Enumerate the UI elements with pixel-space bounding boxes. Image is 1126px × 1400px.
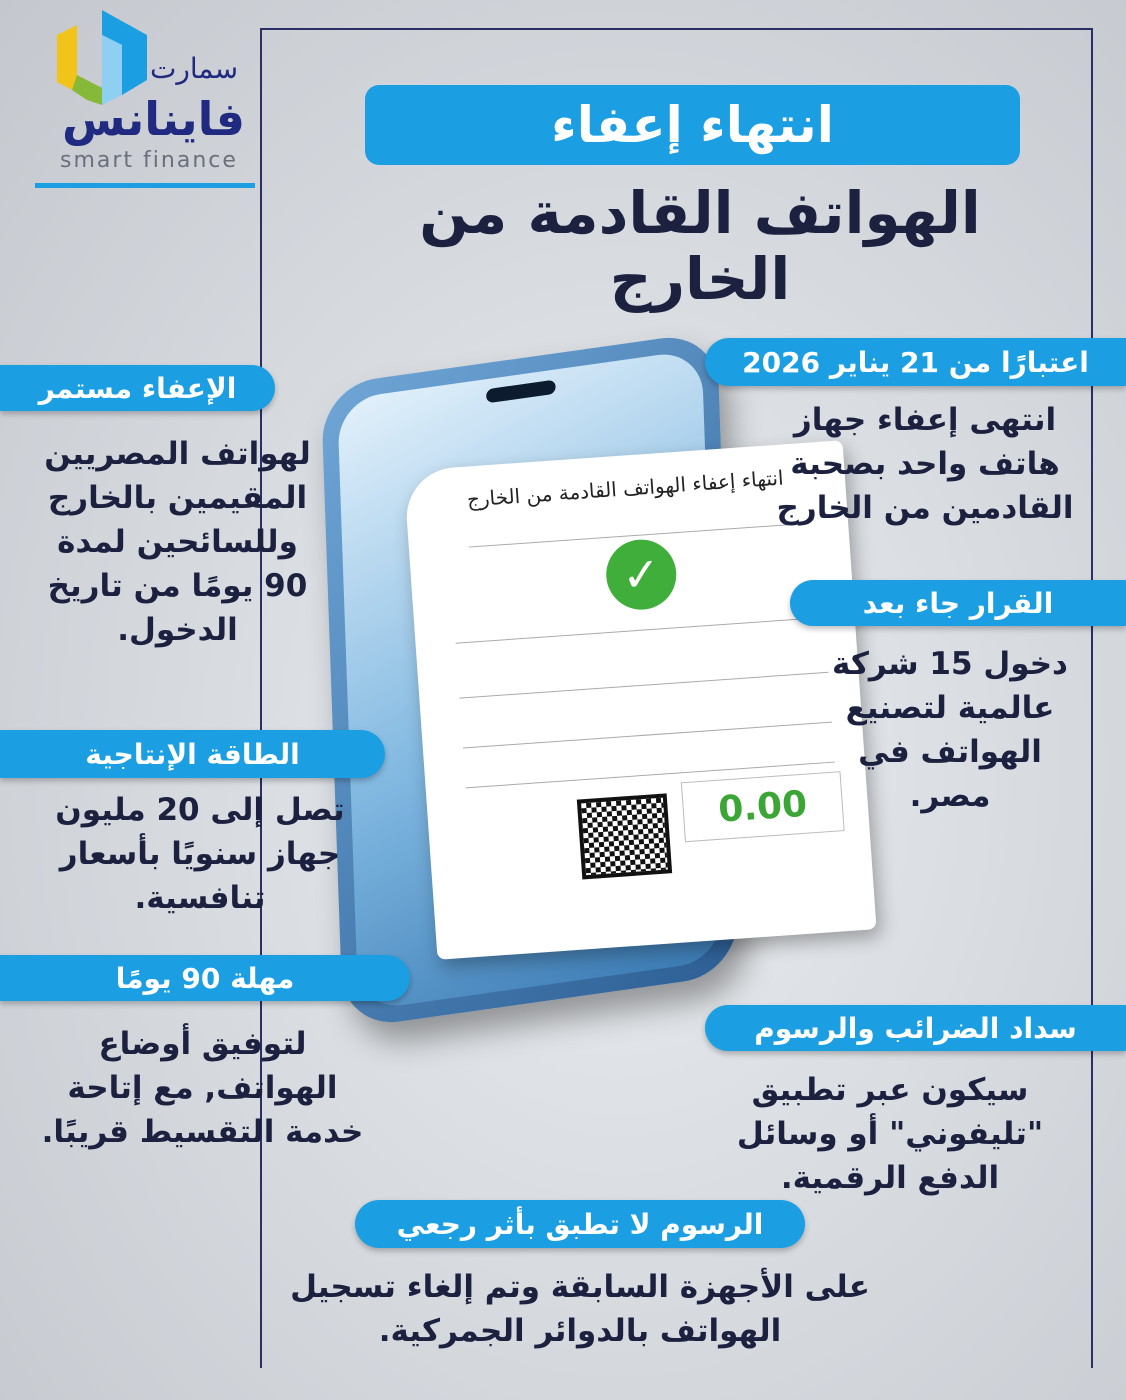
label-exemption-continues: الإعفاء مستمر <box>0 365 275 411</box>
label-decision-after: القرار جاء بعد <box>790 580 1126 626</box>
text-exemption-continues: لهواتف المصريين المقيمين بالخارج وللسائحين لمدة 90 يومًا من تاريخ الدخول. <box>44 436 311 648</box>
text-grace-period: لتوفيق أوضاع الهواتف, مع إتاحة خدمة التقسيط قريبًا. <box>41 1026 364 1150</box>
label-tax-payment: سداد الضرائب والرسوم <box>705 1005 1126 1051</box>
text-decision-after: دخول 15 شركة عالمية لتصنيع الهواتف في مصر. <box>832 646 1068 814</box>
label-grace-period: مهلة 90 يومًا <box>0 955 410 1001</box>
logo-text-ar-1: سمارت <box>150 52 239 85</box>
main-title: انتهاء إعفاء <box>365 85 1020 165</box>
text-effective-date: انتهى إعفاء جهاز هاتف واحد بصحبة القادمين من الخارج <box>776 402 1074 526</box>
label-production-capacity: الطاقة الإنتاجية <box>0 730 385 778</box>
logo-text-ar-2: فاينانس <box>62 92 246 146</box>
receipt-amount: 0.00 <box>681 771 845 842</box>
logo-underline <box>35 183 255 188</box>
qr-code-icon <box>577 793 672 879</box>
label-no-retroactive: الرسوم لا تطبق بأثر رجعي <box>355 1200 805 1248</box>
text-production-capacity: تصل إلى 20 مليون جهاز سنويًا بأسعار تنافسية. <box>55 792 345 916</box>
receipt-title: انتهاء إعفاء الهواتف القادمة من الخارج <box>466 465 785 512</box>
check-icon: ✓ <box>604 537 679 612</box>
logo-text-en: smart finance <box>60 148 238 173</box>
text-tax-payment: سيكون عبر تطبيق "تليفوني" أو وسائل الدفع الرقمية. <box>736 1072 1044 1196</box>
label-effective-date: اعتبارًا من 21 يناير 2026 <box>705 338 1126 386</box>
main-subtitle: الهواتف القادمة من الخارج <box>419 179 981 313</box>
text-no-retroactive: على الأجهزة السابقة وتم إلغاء تسجيل الهواتف بالدوائر الجمركية. <box>290 1269 870 1349</box>
